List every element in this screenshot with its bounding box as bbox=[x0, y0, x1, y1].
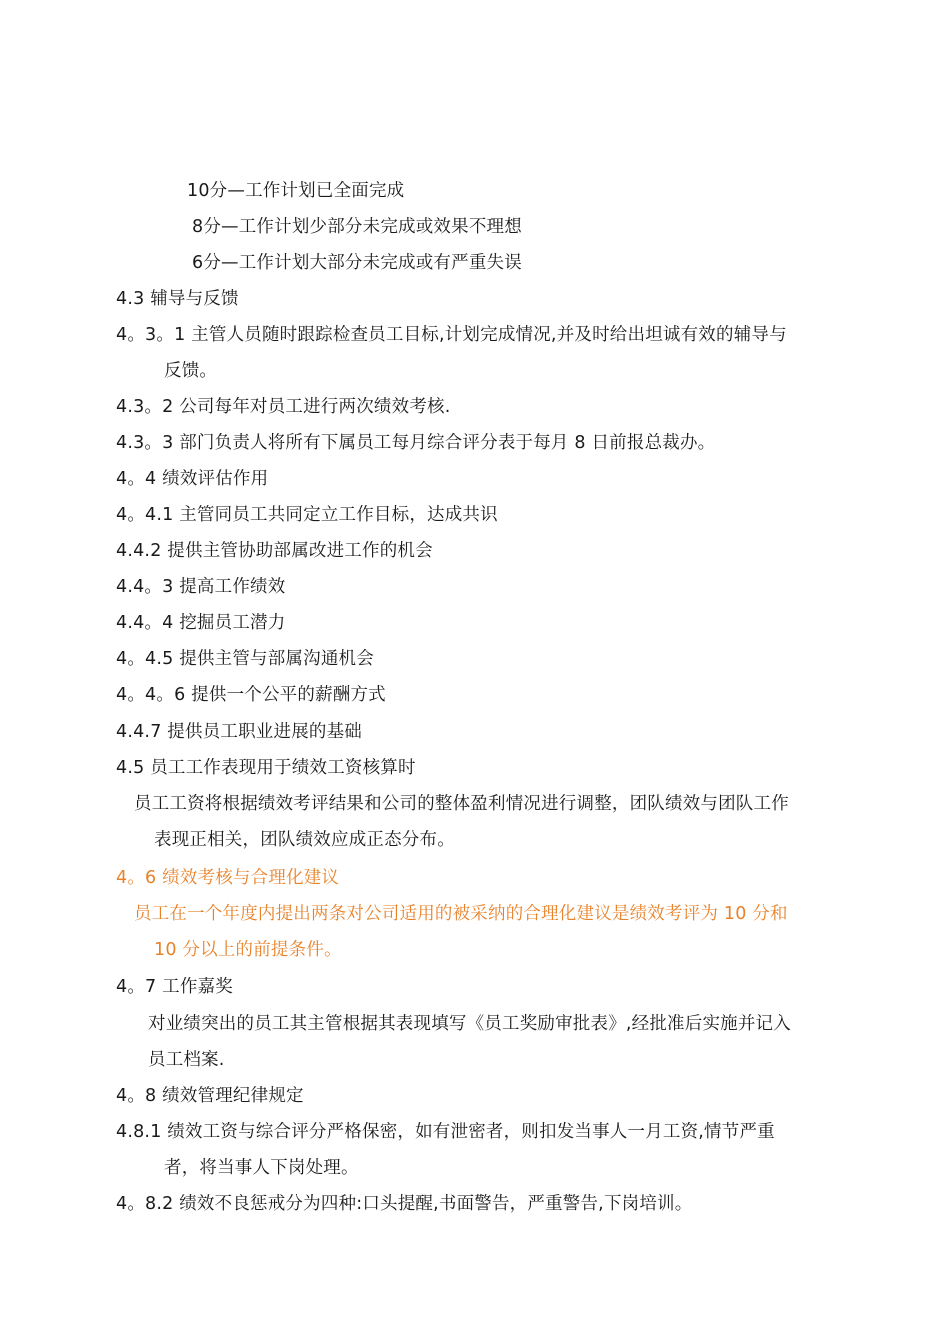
item-4-4-2: 4.4.2 提供主管协助部属改进工作的机会 bbox=[116, 541, 433, 561]
item-4-4-6: 4。4。6 提供一个公平的薪酬方式 bbox=[116, 685, 386, 705]
heading-4-6: 4。6 绩效考核与合理化建议 bbox=[116, 868, 340, 888]
item-4-3-3: 4.3。3 部门负责人将所有下属员工每月综合评分表于每月 8 日前报总裁办。 bbox=[116, 433, 716, 453]
item-4-3-1: 4。3。1 主管人员随时跟踪检查员工目标,计划完成情况,并及时给出坦诚有效的辅导与 bbox=[116, 325, 787, 345]
item-4-3-2: 4.3。2 公司每年对员工进行两次绩效考核. bbox=[116, 397, 451, 417]
heading-4-5: 4.5 员工工作表现用于绩效工资核算时 bbox=[116, 758, 416, 778]
item-4-8-2: 4。8.2 绩效不良惩戒分为四种:口头提醒,书面警告，严重警告,下岗培训。 bbox=[116, 1194, 693, 1214]
item-4-3-1-cont: 反馈。 bbox=[164, 361, 218, 381]
item-4-4-5: 4。4.5 提供主管与部属沟通机会 bbox=[116, 649, 374, 669]
heading-4-7: 4。7 工作嘉奖 bbox=[116, 977, 233, 997]
heading-4-8: 4。8 绩效管理纪律规定 bbox=[116, 1086, 304, 1106]
item-4-8-1: 4.8.1 绩效工资与综合评分严格保密，如有泄密者，则扣发当事人一月工资,情节严重 bbox=[116, 1122, 775, 1142]
item-4-8-1-cont: 者，将当事人下岗处理。 bbox=[164, 1158, 359, 1178]
item-4-4-1: 4。4.1 主管同员工共同定立工作目标，达成共识 bbox=[116, 505, 498, 525]
para-4-7: 对业绩突出的员工其主管根据其表现填写《员工奖励审批表》,经批准后实施并记入 bbox=[148, 1014, 791, 1034]
heading-4-4: 4。4 绩效评估作用 bbox=[116, 469, 269, 489]
score-8-line: 8分—工作计划少部分未完成或效果不理想 bbox=[192, 217, 522, 237]
para-4-5: 员工工资将根据绩效考评结果和公司的整体盈利情况进行调整，团队绩效与团队工作 bbox=[134, 794, 789, 814]
para-4-6: 员工在一个年度内提出两条对公司适用的被采纳的合理化建议是绩效考评为 10 分和 bbox=[134, 904, 788, 924]
score-6-line: 6分—工作计划大部分未完成或有严重失误 bbox=[192, 253, 522, 273]
para-4-5-cont: 表现正相关，团队绩效应成正态分布。 bbox=[154, 830, 455, 850]
score-10-line: 10分—工作计划已全面完成 bbox=[187, 181, 405, 201]
item-4-4-4: 4.4。4 挖掘员工潜力 bbox=[116, 613, 286, 633]
item-4-4-3: 4.4。3 提高工作绩效 bbox=[116, 577, 286, 597]
para-4-6-cont: 10 分以上的前提条件。 bbox=[154, 940, 342, 960]
para-4-7-cont: 员工档案. bbox=[148, 1050, 225, 1070]
item-4-4-7: 4.4.7 提供员工职业进展的基础 bbox=[116, 722, 362, 742]
heading-4-3: 4.3 辅导与反馈 bbox=[116, 289, 239, 309]
